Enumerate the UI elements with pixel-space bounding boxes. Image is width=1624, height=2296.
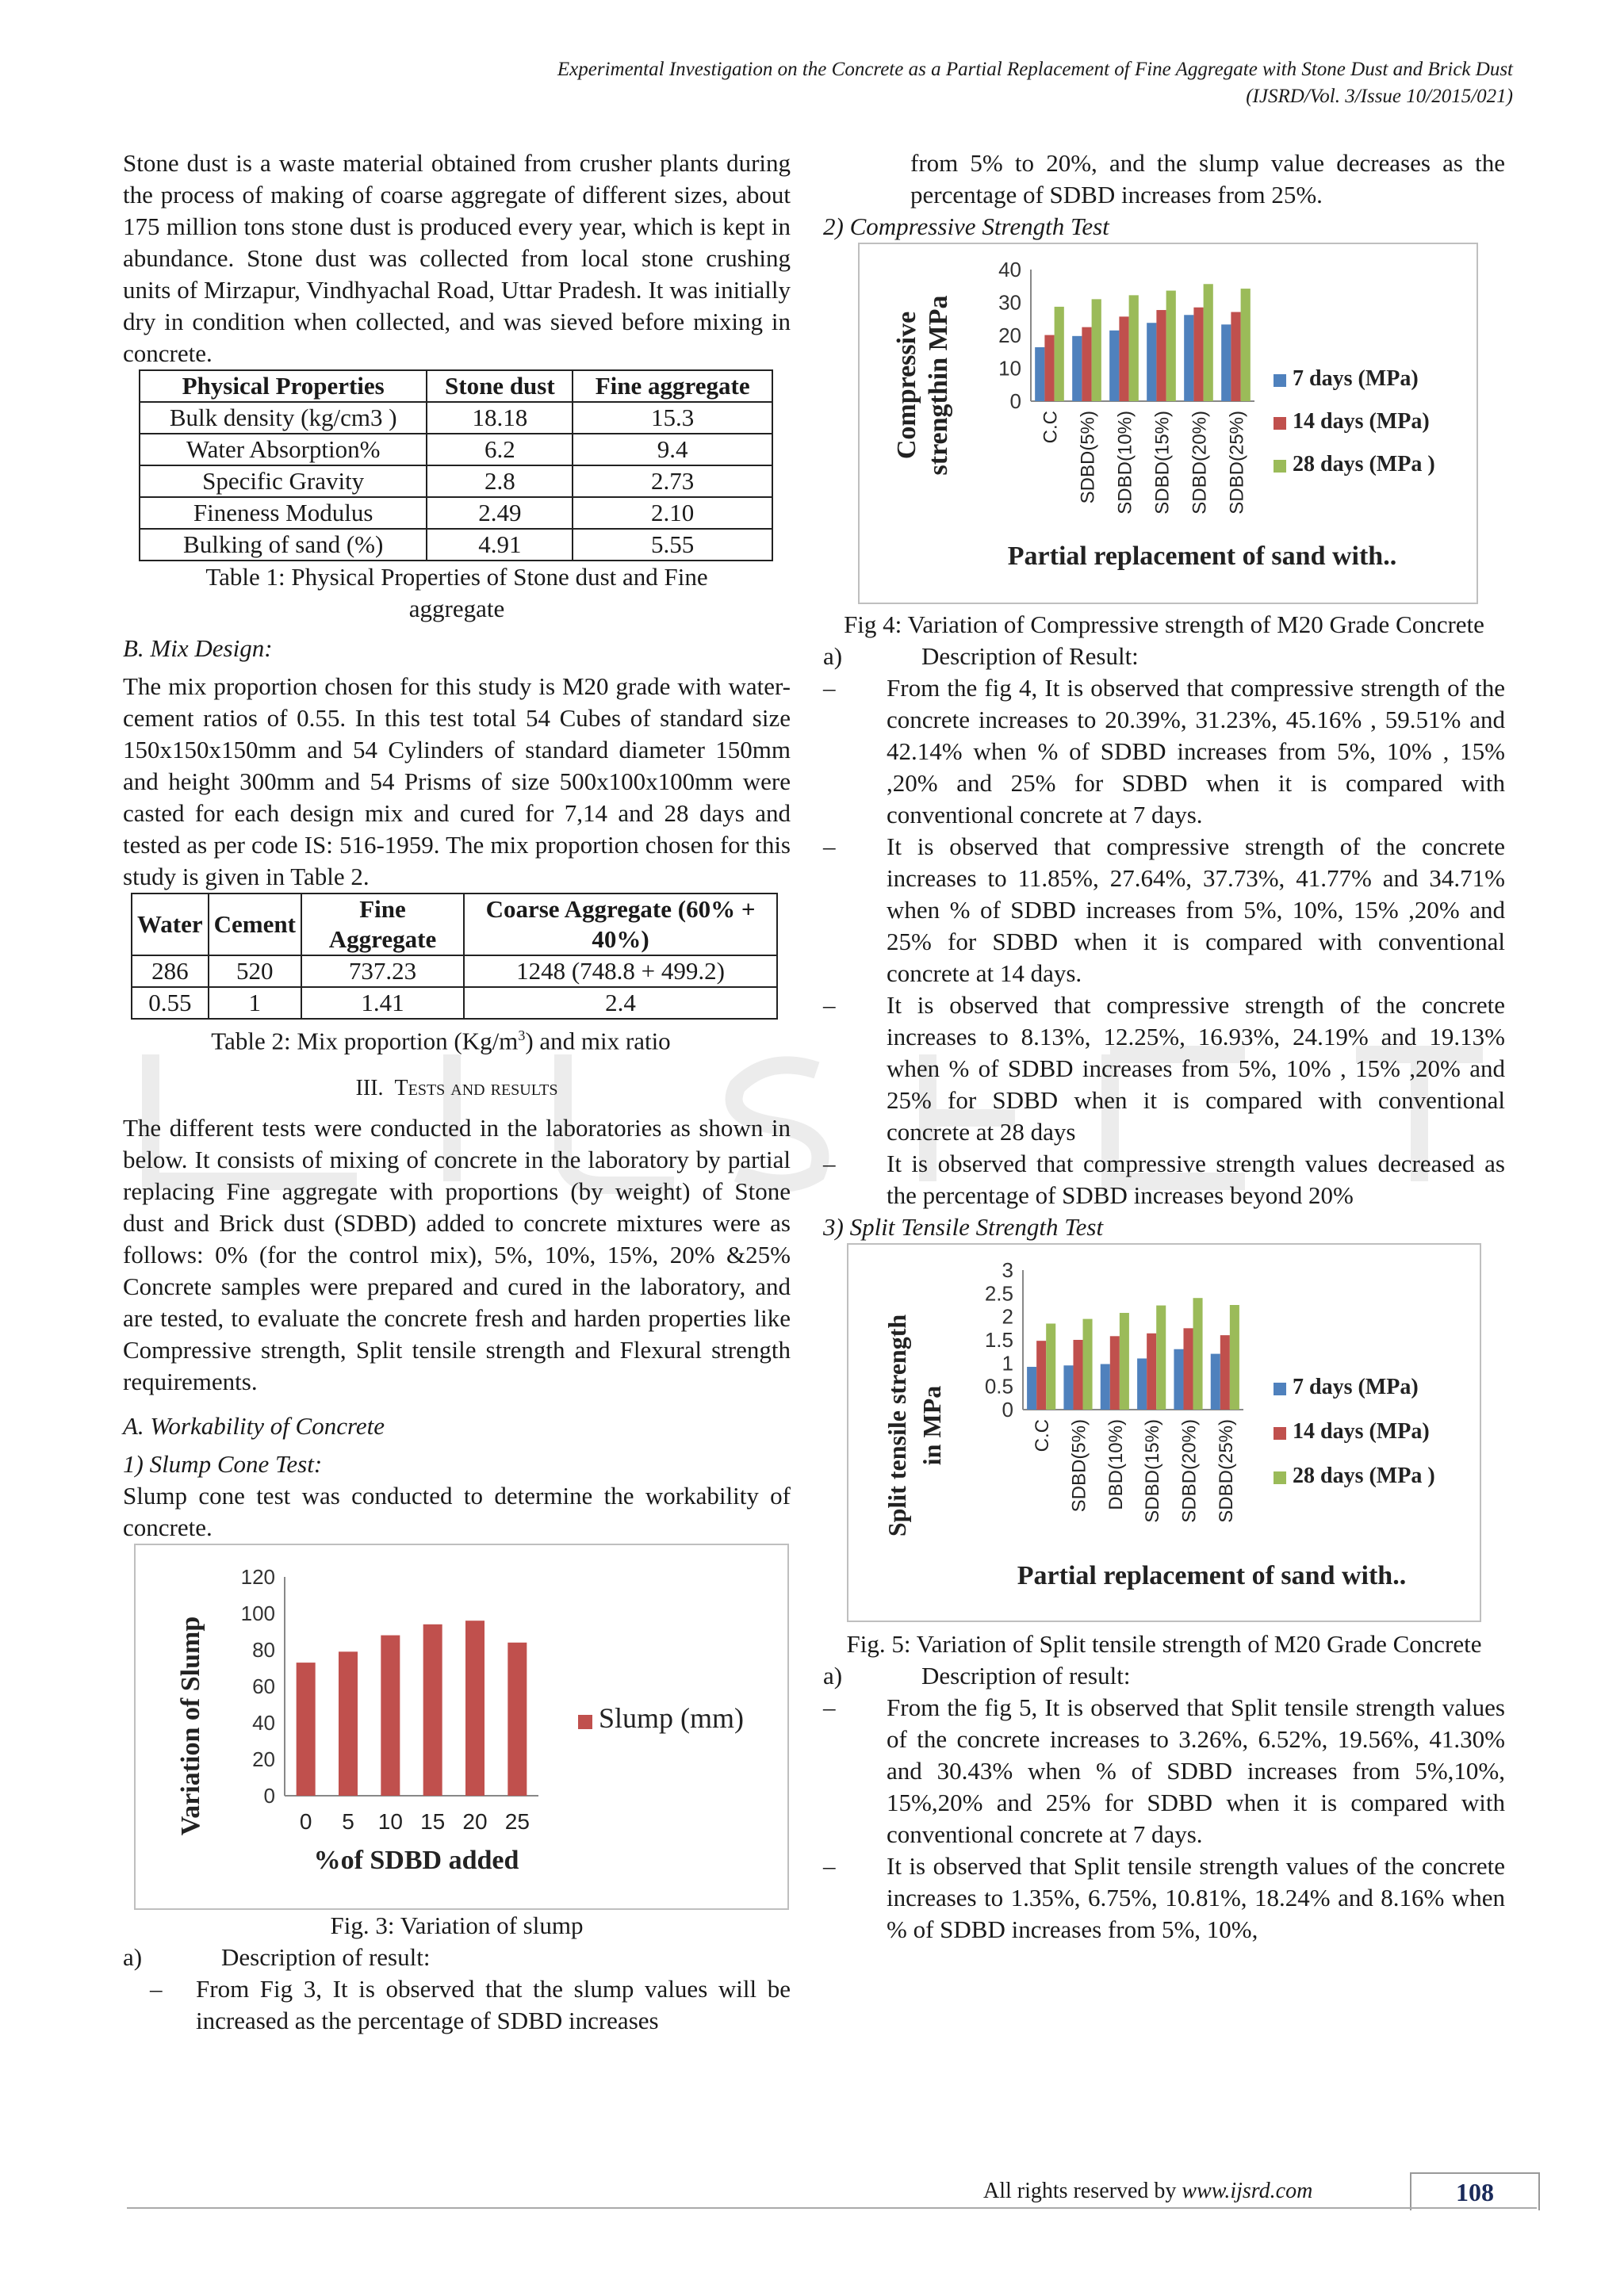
compressive-heading: 2) Compressive Strength Test [823,212,1109,240]
bar [1063,1365,1073,1410]
running-header-journal: (IJSRD/Vol. 3/Issue 10/2015/021) [1246,86,1513,107]
legend-swatch [1274,1471,1286,1484]
bar [1156,1306,1166,1410]
slump-paragraph: Slump cone test was conducted to determine the workability of concrete. [123,1482,791,1542]
fig3-caption: Fig. 3: Variation of slump [330,1911,584,1940]
legend-swatch [1274,1383,1286,1395]
x-tick-label: DBD(10%) [1105,1419,1127,1510]
legend-swatch [1274,460,1286,473]
fig4-caption: Fig 4: Variation of Compressive strength of M20 Grade Concrete [844,610,1484,638]
bar [1220,1335,1230,1410]
bar [339,1652,358,1797]
split-tensile-chart [847,1243,1481,1622]
table-cell: 4.91 [427,529,573,561]
bar [1230,1305,1239,1410]
y-axis-label: Split tensile strength [883,1314,911,1537]
legend-label: 28 days (MPa ) [1293,1464,1435,1488]
x-tick-label: SDBD(25%) [1215,1419,1237,1523]
bar [423,1624,442,1796]
figure-split-chart [847,1243,1481,1622]
table-cell: 5.55 [573,529,772,561]
table-cell: 2.49 [427,497,573,529]
footer-rights: All rights reserved by www.ijsrd.com [983,2179,1313,2203]
table-cell: Water Absorption% [140,434,427,465]
slump-chart [134,1544,789,1910]
fig5-caption: Fig. 5: Variation of Split tensile strength of M20 Grade Concrete [846,1630,1482,1658]
table-row [132,955,777,987]
bar [1083,1319,1093,1410]
x-axis-label: %of SDBD added [313,1846,519,1876]
desc-heading: a) Description of result: [823,1662,1131,1689]
bar [1035,347,1044,401]
table-header-cell: Coarse Aggregate (60% + 40%) [464,894,777,955]
bar [1184,315,1193,401]
table1-caption: Table 1: Physical Properties of Stone dust and Fine aggregate [205,563,708,622]
bar [381,1636,400,1796]
bar [1129,295,1139,401]
table-cell: 737.23 [301,955,464,987]
x-tick-label: 10 [377,1809,403,1835]
bar [1166,291,1176,401]
slump-heading: 1) Slump Cone Test: [123,1450,323,1479]
bar [1147,1334,1156,1410]
y-axis-label: Compressive [892,311,921,460]
list-item: – From the fig 5, It is observed that Split tensile strength values of the concrete increases to 3.26%, 6.52%, 19.56%, 41.30% and 30.43% when % of SDBD increases from 5%,10%, 15%,20% and 25% for SDBD when it is compared with conventional concrete at 7 days. [823,1693,1505,1848]
x-tick-label: SDBD(10%) [1114,411,1136,515]
table-cell: 2.8 [427,465,573,497]
intro-paragraph: Stone dust is a waste material obtained from crusher plants during the process of making of coarse aggregate of different sizes, about 175 million tons stone dust is produced every year, which is kept in abundance. Stone dust was collected from local stone crushing units of Mirzapur, Vindhyachal Road, Uttar Pradesh. It was initially dry in condition when collected, and was sieved before mixing in concrete. [123,149,791,367]
table-physical-properties [139,369,773,561]
legend-swatch [578,1715,592,1729]
legend-label: Slump (mm) [599,1702,745,1735]
table-row [140,434,772,465]
table-header-cell: Cement [209,894,301,955]
figure-compressive-chart [858,243,1478,604]
y-tick-label: 0.5 [984,1374,1013,1399]
slump-continuation: from 5% to 20%, and the slump value decreases as the percentage of SDBD increases from 25%. [910,149,1505,209]
list-item: – From the fig 4, It is observed that compressive strength of the concrete increases to 20.39%, 31.23%, 45.16% , 59.51% and 42.14% when % of SDBD increases from 5%, 10% , 15% ,20% and 25% for SDBD when it is compared with conventional concrete at 7 days. [823,674,1505,828]
table-cell: 2.4 [464,987,777,1019]
y-tick-label: 1 [1002,1351,1013,1376]
bar [1072,336,1082,401]
table-header-cell: Fine Aggregate [301,894,464,955]
bar [1044,335,1054,401]
y-tick-label: 2.5 [984,1281,1013,1306]
page-number: 108 [1410,2172,1540,2210]
table-cell: 6.2 [427,434,573,465]
bar [1092,299,1101,401]
list-item: – From Fig 3, It is observed that the slump values will be increased as the percentage of SDBD increases [150,1975,791,2035]
x-tick-label: 20 [462,1809,488,1835]
bar [1221,324,1231,401]
y-tick-label: 0 [1002,1398,1013,1422]
bar [1073,1340,1082,1410]
legend-swatch [1274,417,1286,430]
footer-rule [127,2207,1537,2209]
table-cell: 1.41 [301,987,464,1019]
bar [1036,1341,1046,1410]
x-tick-label: SDBD(25%) [1226,411,1248,515]
bar [1204,284,1213,401]
tests-paragraph: The different tests were conducted in the laboratories as shown in below. It consists of mixing of concrete in the laboratory by partial replacing Fine aggregate with proportions (by weight) of Stone dust and Brick dust (SDBD) added to concrete mixtures were as follows: 0% (for the control mix), 5%, 10%, 15%, 20% &25% Concrete samples were prepared and cured in the laboratory, and are tested, to evaluate the concrete fresh and harden properties like Compressive strength, Split tensile strength and Flexural strength requirements. [123,1114,791,1396]
x-tick-label: SDBD(20%) [1189,411,1211,515]
legend-swatch [1274,1427,1286,1440]
list-item: – It is observed that compressive strength values decreased as the percentage of SDBD increases beyond 20% [823,1150,1505,1209]
table-cell: 1248 (748.8 + 499.2) [464,955,777,987]
y-tick-label: 20 [998,323,1021,347]
y-tick-label: 0 [263,1784,275,1808]
table-cell: 18.18 [427,402,573,434]
bar [1110,1336,1120,1410]
x-tick-label: C.C [1032,1419,1054,1452]
mix-design-paragraph: The mix proportion chosen for this study is M20 grade with water-cement ratios of 0.55. In this test total 54 Cubes of standard size 150x150x150mm and 54 Cylinders of standard diameter 150mm and height 300mm and 54 Prisms of size 500x100x100mm were casted for each design mix and cured for 7,14 and 28 days and tested as per code IS: 516-1959. The mix proportion chosen for this study is given in Table 2. [123,672,791,890]
table-cell: 520 [209,955,301,987]
bar [1241,289,1251,401]
legend-label: 14 days (MPa) [1293,1419,1430,1444]
bar [1211,1354,1220,1410]
bar [1193,308,1203,401]
y-axis-label: Variation of Slump [176,1617,205,1836]
list-item: – It is observed that Split tensile strength values of the concrete increases to 1.35%, 6.75%, 10.81%, 18.24% and 8.16% when % of SDBD increases from 5%, 10%, [823,1852,1505,1943]
bar [1101,1364,1110,1410]
table-row [132,987,777,1019]
y-tick-label: 30 [998,290,1021,315]
y-tick-label: 80 [252,1638,275,1663]
y-tick-label: 60 [252,1674,275,1699]
figure-slump-chart [134,1544,789,1910]
x-tick-label: 25 [504,1809,530,1835]
y-axis-label: strengthin MPa [924,295,953,476]
y-tick-label: 100 [240,1601,275,1626]
legend-label: 14 days (MPa) [1293,409,1430,434]
x-tick-label: SDBD(5%) [1077,411,1099,504]
table-cell: 2.73 [573,465,772,497]
list-item: – It is observed that compressive strength of the concrete increases to 11.85%, 27.64%, 37.73%, 41.77% and 34.71% when % of SDBD increases from 5%, 10%, 15% ,20% and 25% for SDBD when it is compared with conventional concrete at 14 days. [823,832,1505,987]
table-cell: Specific Gravity [140,465,427,497]
table-header-cell: Fine aggregate [573,370,772,402]
mix-design-heading: B. Mix Design: [123,634,273,662]
y-tick-label: 10 [998,356,1021,381]
bar [1183,1328,1193,1410]
table-header-cell: Stone dust [427,370,573,402]
y-tick-label: 40 [252,1711,275,1735]
x-tick-label: C.C [1040,411,1062,444]
bar [508,1643,527,1796]
left-column [123,147,791,2037]
table-row [140,529,772,561]
legend-label: 7 days (MPa) [1293,1375,1419,1399]
table-cell: 0.55 [132,987,209,1019]
bar [1082,327,1091,401]
x-tick-label: 15 [420,1809,446,1835]
table-cell: Bulking of sand (%) [140,529,427,561]
bar [1147,323,1156,401]
bar [1055,307,1064,401]
table-cell: Fineness Modulus [140,497,427,529]
right-column [823,147,1505,1946]
x-tick-label: SDBD(15%) [1151,411,1174,515]
y-axis-label: in MPa [917,1385,946,1466]
bar [1027,1367,1036,1410]
bar [297,1663,316,1796]
x-tick-label: 5 [342,1809,354,1835]
table-row [140,497,772,529]
bar [1193,1298,1203,1410]
compressive-chart [858,243,1478,604]
bar [1046,1323,1055,1410]
y-tick-label: 0 [1009,389,1021,413]
table-cell: Bulk density (kg/cm3 ) [140,402,427,434]
x-tick-label: SDBD(5%) [1068,1419,1090,1513]
x-tick-label: 0 [299,1809,312,1835]
bar [1137,1358,1147,1410]
bar [1120,1313,1129,1410]
list-item: – It is observed that compressive strength of the concrete increases to 8.13%, 12.25%, 16.93%, 24.19% and 19.13% when % of SDBD increases from 5%, 10% , 15% ,20% and 25% for SDBD when it is compared with conventional concrete at 28 days [823,991,1505,1146]
y-tick-label: 40 [998,258,1021,281]
bar [1156,310,1166,401]
table-cell: 286 [132,955,209,987]
table-mix-proportion [131,893,778,1020]
y-tick-label: 120 [240,1565,275,1590]
x-tick-label: SDBD(15%) [1142,1419,1164,1523]
bar [465,1621,485,1797]
desc-heading: a) Description of Result: [823,642,1139,670]
legend-label: 7 days (MPa) [1293,366,1419,391]
x-axis-label: Partial replacement of sand with.. [1007,541,1397,571]
section-heading-tests: III. Tests and results [355,1076,558,1101]
table-row [140,465,772,497]
x-axis-label: Partial replacement of sand with.. [1017,1561,1407,1590]
table-cell: 2.10 [573,497,772,529]
y-tick-label: 2 [1002,1304,1013,1329]
desc-heading: a) Description of result: [123,1943,431,1972]
table-header-cell: Water [132,894,209,955]
bar [1119,316,1128,401]
table-header-cell: Physical Properties [140,370,427,402]
footer-site-link[interactable]: www.ijsrd.com [1182,2179,1313,2203]
y-tick-label: 1.5 [984,1328,1013,1352]
bar [1109,331,1119,401]
legend-swatch [1274,374,1286,387]
bar [1231,312,1240,401]
table-row [140,402,772,434]
y-tick-label: 20 [252,1747,275,1772]
table-cell: 9.4 [573,434,772,465]
table-cell: 1 [209,987,301,1019]
bar [1174,1349,1183,1410]
table2-caption: Table 2: Mix proportion $(Kg/m^3)$ and mix ratio [211,1027,671,1055]
y-tick-label: 3 [1002,1258,1013,1282]
workability-heading: A. Workability of Concrete [123,1412,385,1441]
split-heading: 3) Split Tensile Strength Test [823,1213,1104,1241]
running-header-title: Experimental Investigation on the Concrete as a Partial Replacement of Fine Aggregate with Stone Dust and Brick Dust [557,59,1513,80]
x-tick-label: SDBD(20%) [1178,1419,1201,1523]
table-cell: 15.3 [573,402,772,434]
legend-label: 28 days (MPa ) [1293,452,1435,476]
